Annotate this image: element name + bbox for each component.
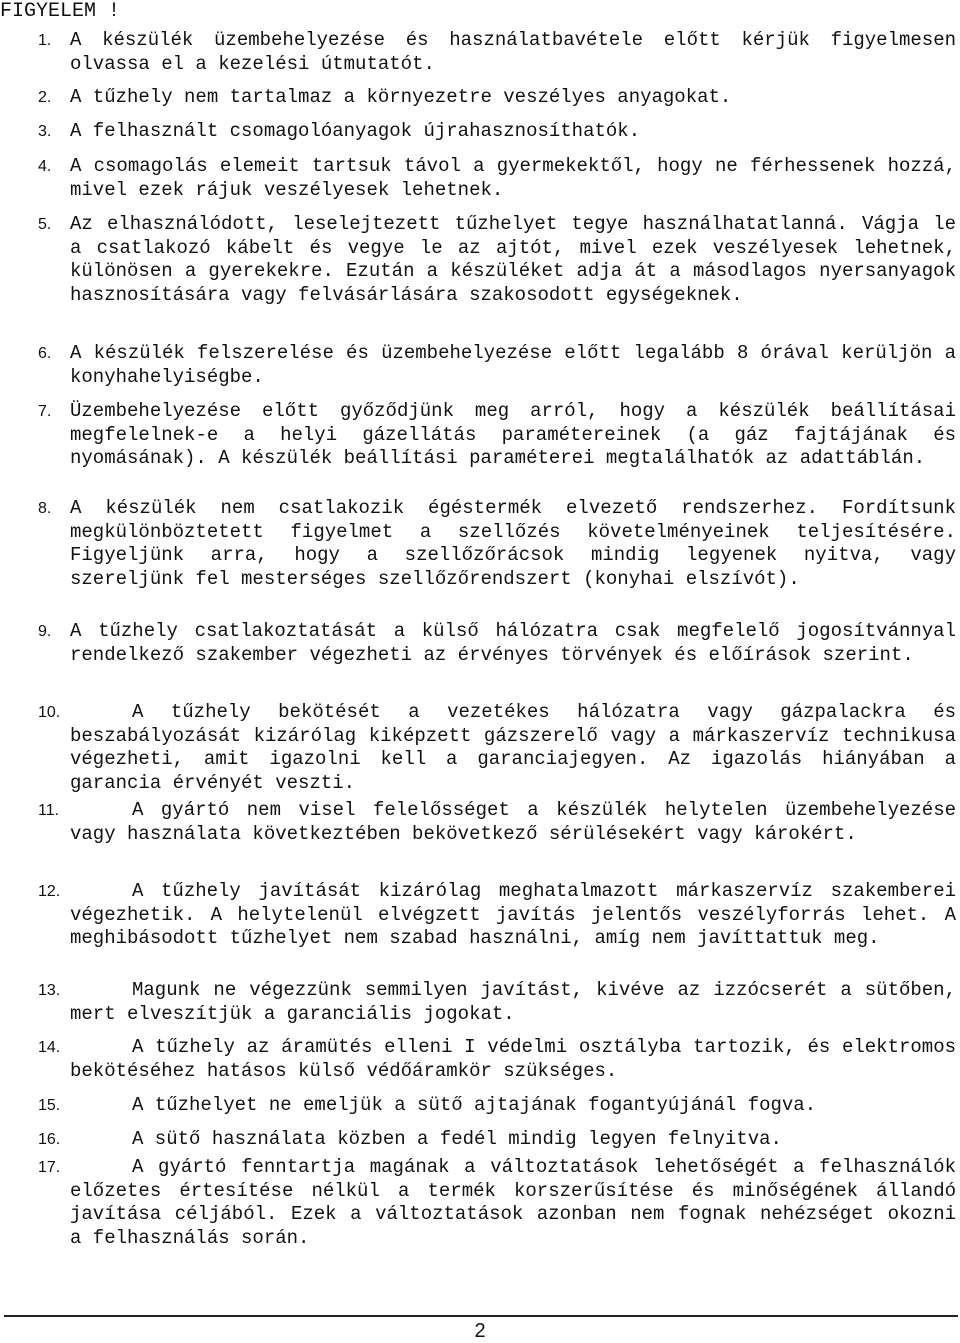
list-item-7: [0, 400, 956, 471]
item-text: Magunk ne végezzünk semmilyen javítást, kivéve az izzócserét a sütőben, mert elveszítjük a garanciális jogokat.: [70, 979, 956, 1025]
item-number: 15.: [38, 1097, 61, 1114]
list-item-11: [0, 799, 956, 846]
list-item-17: [0, 1156, 956, 1250]
page-number: 2: [474, 1320, 486, 1342]
item-number: 13.: [38, 982, 61, 999]
warning-heading: FIGYELEM !: [0, 0, 121, 23]
item-number: 7.: [38, 403, 52, 420]
list-item-1: [0, 29, 956, 76]
item-text: A felhasznált csomagolóanyagok újrahasznosíthatók.: [70, 120, 641, 142]
item-number: 6.: [38, 345, 52, 362]
list-item-12: [0, 880, 956, 951]
item-text: Az elhasználódott, leselejtezett tűzhelyet tegye használhatatlanná. Vágja le a csatlakozó kábelt és vegye le az ajtót, mivel ezek veszélyesek lehetnek, különösen a gyerekekre. Ezután a készüléket adja át a másodlagos nyersanyagok hasznosítására vagy felvásárlására szakosodott egységeknek.: [70, 213, 956, 306]
footer-divider: [4, 1315, 958, 1317]
item-number: 11.: [38, 802, 60, 819]
item-text: A tűzhely csatlakoztatását a külső hálózatra csak megfelelő jogosítvánnyal rendelkező szakember végezheti az érvényes törvények és előírások szerint.: [70, 620, 956, 666]
item-number: 5.: [38, 216, 52, 233]
item-text: A készülék üzembehelyezése és használatbavétele előtt kérjük figyelmesen olvassa el a kezelési útmutatót.: [70, 29, 956, 75]
item-number: 16.: [38, 1131, 61, 1148]
item-text: A csomagolás elemeit tartsuk távol a gyermekektől, hogy ne férhessenek hozzá, mivel ezek rájuk veszélyesek lehetnek.: [70, 155, 956, 201]
item-number: 3.: [38, 123, 52, 140]
item-number: 1.: [38, 32, 52, 49]
list-item-6: [0, 342, 956, 389]
item-number: 2.: [38, 89, 52, 106]
list-item-4: [0, 155, 956, 202]
item-number: 14.: [38, 1039, 61, 1056]
list-item-8: [0, 497, 956, 591]
item-text: A tűzhelyet ne emeljük a sütő ajtajának fogantyújánál fogva.: [132, 1094, 817, 1116]
list-item-5: [0, 213, 956, 307]
item-text: A készülék felszerelése és üzembehelyezése előtt legalább 8 órával kerüljön a konyhahelyiségbe.: [70, 342, 956, 388]
item-number: 8.: [38, 500, 52, 517]
list-item-15: [0, 1094, 956, 1118]
item-text: A készülék nem csatlakozik égéstermék elvezető rendszerhez. Fordítsunk megkülönböztetett figyelmet a szellőzés követelményeinek teljesítésére. Figyeljünk arra, hogy a szellőzőrácsok mindig legyenek nyitva, vagy szereljünk fel mesterséges szellőzőrendszert (konyhai elszívót).: [70, 497, 956, 590]
list-item-14: [0, 1036, 956, 1083]
item-text: Üzembehelyezése előtt győződjünk meg arról, hogy a készülék beállításai megfelelnek-e a helyi gázellátás paramétereinek (a gáz fajtájának és nyomásának). A készülék beállítási paraméterei megtalálhatók az adattáblán.: [70, 400, 956, 470]
item-text: A gyártó fenntartja magának a változtatások lehetőségét a felhasználók előzetes értesítése nélkül a termék korszerűsítése és minőségének állandó javítása céljából. Ezek a változtatások azonban nem fognak nehézséget okozni a felhasználás során.: [70, 1156, 956, 1249]
item-number: 12.: [38, 883, 61, 900]
list-item-10: [0, 701, 956, 795]
list-item-2: [0, 86, 956, 110]
list-item-9: [0, 620, 956, 667]
item-text: A tűzhely nem tartalmaz a környezetre veszélyes anyagokat.: [70, 86, 732, 108]
item-number: 4.: [38, 158, 52, 175]
item-number: 17.: [38, 1159, 61, 1176]
item-text: A tűzhely javítását kizárólag meghatalmazott márkaszervíz szakemberei végezhetik. A helytelenül elvégzett javítás jelentős veszélyforrás lehet. A meghibásodott tűzhelyet nem szabad használni, amíg nem javíttattuk meg.: [70, 880, 956, 950]
item-text: A sütő használata közben a fedél mindig legyen felnyitva.: [132, 1128, 782, 1150]
item-number: 9.: [38, 623, 52, 640]
item-text: A gyártó nem visel felelősséget a készülék helytelen üzembehelyezése vagy használata következtében bekövetkező sérülésekért vagy károkért.: [70, 799, 956, 845]
list-item-13: [0, 979, 956, 1026]
list-item-16: [0, 1128, 956, 1152]
item-text: A tűzhely bekötését a vezetékes hálózatra vagy gázpalackra és beszabályozását kizárólag kiképzett gázszerelő vagy a márkaszervíz technikusa végezheti, amit igazolni kell a garanciajegyen. Az igazolás hiányában a garancia érvényét veszti.: [70, 701, 956, 794]
item-number: 10.: [38, 704, 61, 721]
list-item-3: [0, 120, 956, 144]
item-text: A tűzhely az áramütés elleni I védelmi osztályba tartozik, és elektromos bekötéséhez hatásos külső védőáramkör szükséges.: [70, 1036, 956, 1082]
